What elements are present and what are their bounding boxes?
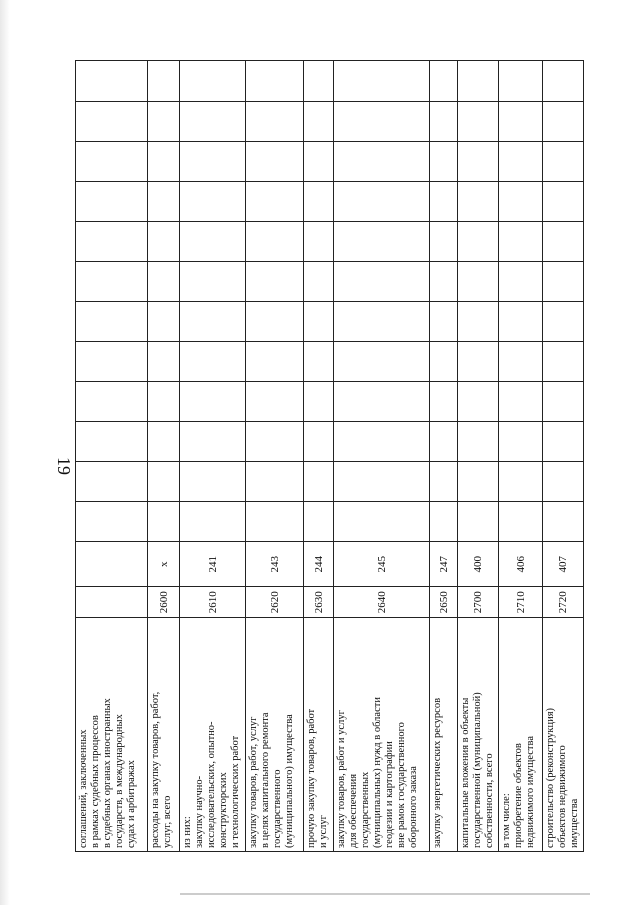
value-cell <box>499 342 543 382</box>
value-cell <box>458 222 499 262</box>
value-cell <box>180 142 246 182</box>
value-cell <box>334 142 430 182</box>
budget-classification-code: x <box>148 542 180 587</box>
value-cell <box>148 182 180 222</box>
table-row <box>76 61 148 852</box>
value-cell <box>246 142 304 182</box>
value-cell <box>76 222 148 262</box>
description-line: закупку товаров, работ и услуг <box>336 710 347 848</box>
row-code: 2710 <box>499 587 543 618</box>
description-line: и услуг <box>318 815 329 848</box>
value-cell <box>430 61 458 102</box>
budget-classification-code: 243 <box>246 542 304 587</box>
description-line: в рамках судебных процессов <box>90 715 101 848</box>
row-description <box>430 618 458 852</box>
description-line: закупку товаров, работ, услуг <box>248 716 259 848</box>
value-cell <box>304 182 334 222</box>
value-cell <box>246 342 304 382</box>
value-cell <box>76 502 148 542</box>
financial-table <box>75 60 584 852</box>
value-cell <box>180 222 246 262</box>
value-cell <box>499 382 543 422</box>
value-cell <box>543 422 584 462</box>
value-cell <box>304 222 334 262</box>
value-cell <box>180 382 246 422</box>
value-cell <box>543 502 584 542</box>
value-cell <box>458 462 499 502</box>
value-cell <box>180 102 246 142</box>
value-cell <box>148 262 180 302</box>
value-cell <box>180 462 246 502</box>
table-row <box>430 61 458 852</box>
value-cell <box>499 422 543 462</box>
value-cell <box>430 502 458 542</box>
value-cell <box>304 422 334 462</box>
value-cell <box>76 262 148 302</box>
description-line: прочую закупку товаров, работ <box>306 708 317 848</box>
value-cell <box>148 462 180 502</box>
value-cell <box>430 302 458 342</box>
table-row <box>304 61 334 852</box>
budget-classification-code: 406 <box>499 542 543 587</box>
value-cell <box>499 262 543 302</box>
description-line: недвижимого имущества <box>525 736 536 848</box>
description-line: в судебных органах иностранных <box>102 698 113 848</box>
value-cell <box>543 262 584 302</box>
value-cell <box>430 222 458 262</box>
table-row <box>246 61 304 852</box>
row-code: 2720 <box>543 587 584 618</box>
value-cell <box>76 302 148 342</box>
description-line: приобретение объектов <box>513 743 524 848</box>
value-cell <box>148 342 180 382</box>
value-cell <box>499 302 543 342</box>
page-number: 19 <box>54 457 74 475</box>
scan-bottom-edge <box>180 893 590 895</box>
value-cell <box>148 302 180 342</box>
value-cell <box>76 462 148 502</box>
budget-classification-code <box>76 542 148 587</box>
value-cell <box>148 382 180 422</box>
value-cell <box>304 382 334 422</box>
value-cell <box>543 61 584 102</box>
description-line: капитальные вложения в объекты <box>460 697 471 848</box>
value-cell <box>543 302 584 342</box>
value-cell <box>304 502 334 542</box>
value-cell <box>246 502 304 542</box>
value-cell <box>180 422 246 462</box>
row-code <box>76 587 148 618</box>
value-cell <box>543 102 584 142</box>
value-cell <box>304 262 334 302</box>
value-cell <box>430 342 458 382</box>
value-cell <box>458 142 499 182</box>
description-line: конструкторских <box>218 772 229 848</box>
description-line: строительство (реконструкция) <box>545 707 556 848</box>
value-cell <box>458 61 499 102</box>
value-cell <box>304 102 334 142</box>
description-line: в целях капитального ремонта <box>260 712 271 848</box>
value-cell <box>543 382 584 422</box>
value-cell <box>458 342 499 382</box>
value-cell <box>543 222 584 262</box>
description-line: соглашений, заключенных <box>78 729 89 848</box>
value-cell <box>246 61 304 102</box>
description-line: объектов недвижимого <box>557 745 568 848</box>
scan-edge-shadow <box>0 0 10 905</box>
value-cell <box>180 61 246 102</box>
description-line: государств, в международных <box>114 714 125 848</box>
value-cell <box>304 342 334 382</box>
description-line: расходы на закупку товаров, работ, <box>150 691 161 848</box>
value-cell <box>458 182 499 222</box>
value-cell <box>334 182 430 222</box>
value-cell <box>180 262 246 302</box>
value-cell <box>148 102 180 142</box>
budget-classification-code: 245 <box>334 542 430 587</box>
value-cell <box>148 142 180 182</box>
value-cell <box>334 302 430 342</box>
value-cell <box>458 302 499 342</box>
budget-classification-code: 247 <box>430 542 458 587</box>
value-cell <box>304 142 334 182</box>
row-description <box>148 618 180 852</box>
value-cell <box>334 422 430 462</box>
description-line: государственной (муниципальной) <box>472 692 483 848</box>
value-cell <box>499 61 543 102</box>
table-row <box>543 61 584 852</box>
description-line: и технологических работ <box>230 735 241 848</box>
table-row <box>499 61 543 852</box>
row-code: 2630 <box>304 587 334 618</box>
value-cell <box>543 142 584 182</box>
value-cell <box>334 342 430 382</box>
value-cell <box>76 182 148 222</box>
row-description <box>180 618 246 852</box>
description-line: закупку научно- <box>194 775 205 848</box>
row-code: 2700 <box>458 587 499 618</box>
description-line: исследовательских, опытно- <box>206 721 217 848</box>
value-cell <box>246 102 304 142</box>
value-cell <box>304 302 334 342</box>
row-code: 2620 <box>246 587 304 618</box>
value-cell <box>148 422 180 462</box>
value-cell <box>148 61 180 102</box>
value-cell <box>180 502 246 542</box>
value-cell <box>334 382 430 422</box>
value-cell <box>246 422 304 462</box>
description-line: оборонного заказа <box>408 766 419 848</box>
budget-classification-code: 244 <box>304 542 334 587</box>
value-cell <box>246 262 304 302</box>
table-row <box>148 61 180 852</box>
value-cell <box>246 182 304 222</box>
description-line: судах и арбитражах <box>126 760 137 848</box>
value-cell <box>543 462 584 502</box>
value-cell <box>458 102 499 142</box>
description-line: государственного <box>272 769 283 848</box>
value-cell <box>499 222 543 262</box>
row-code: 2650 <box>430 587 458 618</box>
value-cell <box>430 422 458 462</box>
value-cell <box>76 422 148 462</box>
table-row <box>458 61 499 852</box>
value-cell <box>430 462 458 502</box>
value-cell <box>304 61 334 102</box>
row-description <box>334 618 430 852</box>
row-description <box>304 618 334 852</box>
description-line: услуг, всего <box>162 795 173 848</box>
table-row <box>334 61 430 852</box>
description-line: из них: <box>182 816 193 848</box>
value-cell <box>430 142 458 182</box>
value-cell <box>246 382 304 422</box>
value-cell <box>334 262 430 302</box>
value-cell <box>458 382 499 422</box>
value-cell <box>246 462 304 502</box>
value-cell <box>458 502 499 542</box>
value-cell <box>180 302 246 342</box>
row-description <box>499 618 543 852</box>
value-cell <box>499 102 543 142</box>
value-cell <box>180 342 246 382</box>
value-cell <box>246 302 304 342</box>
value-cell <box>499 462 543 502</box>
description-line: имущества <box>569 798 580 848</box>
value-cell <box>543 342 584 382</box>
row-code: 2600 <box>148 587 180 618</box>
value-cell <box>458 422 499 462</box>
value-cell <box>76 61 148 102</box>
value-cell <box>334 61 430 102</box>
value-cell <box>180 182 246 222</box>
value-cell <box>246 222 304 262</box>
description-line: закупку энергетических ресурсов <box>432 697 443 848</box>
description-line: собственности, всего <box>484 753 495 848</box>
description-line: геодезии и картографии <box>384 741 395 848</box>
value-cell <box>430 262 458 302</box>
budget-classification-code: 407 <box>543 542 584 587</box>
row-description <box>543 618 584 852</box>
value-cell <box>430 102 458 142</box>
row-description <box>458 618 499 852</box>
value-cell <box>499 142 543 182</box>
rotated-table-region <box>75 60 580 852</box>
value-cell <box>334 502 430 542</box>
row-code: 2640 <box>334 587 430 618</box>
value-cell <box>430 382 458 422</box>
value-cell <box>76 102 148 142</box>
description-line: (муниципального) имущества <box>284 714 295 848</box>
value-cell <box>458 262 499 302</box>
budget-classification-code: 241 <box>180 542 246 587</box>
value-cell <box>148 222 180 262</box>
value-cell <box>430 182 458 222</box>
value-cell <box>76 382 148 422</box>
budget-classification-code: 400 <box>458 542 499 587</box>
value-cell <box>499 502 543 542</box>
value-cell <box>334 462 430 502</box>
description-line: (муниципальных) нужд в области <box>372 697 383 848</box>
value-cell <box>334 222 430 262</box>
value-cell <box>499 182 543 222</box>
row-code: 2610 <box>180 587 246 618</box>
value-cell <box>148 502 180 542</box>
value-cell <box>304 462 334 502</box>
value-cell <box>543 182 584 222</box>
description-line: вне рамок государственного <box>396 722 407 848</box>
value-cell <box>76 142 148 182</box>
value-cell <box>334 102 430 142</box>
value-cell <box>76 342 148 382</box>
description-line: государственных <box>360 771 371 848</box>
description-line: в том числе: <box>501 793 512 848</box>
row-description <box>246 618 304 852</box>
description-line: для обеспечения <box>348 773 359 848</box>
table-row <box>180 61 246 852</box>
row-description <box>76 618 148 852</box>
